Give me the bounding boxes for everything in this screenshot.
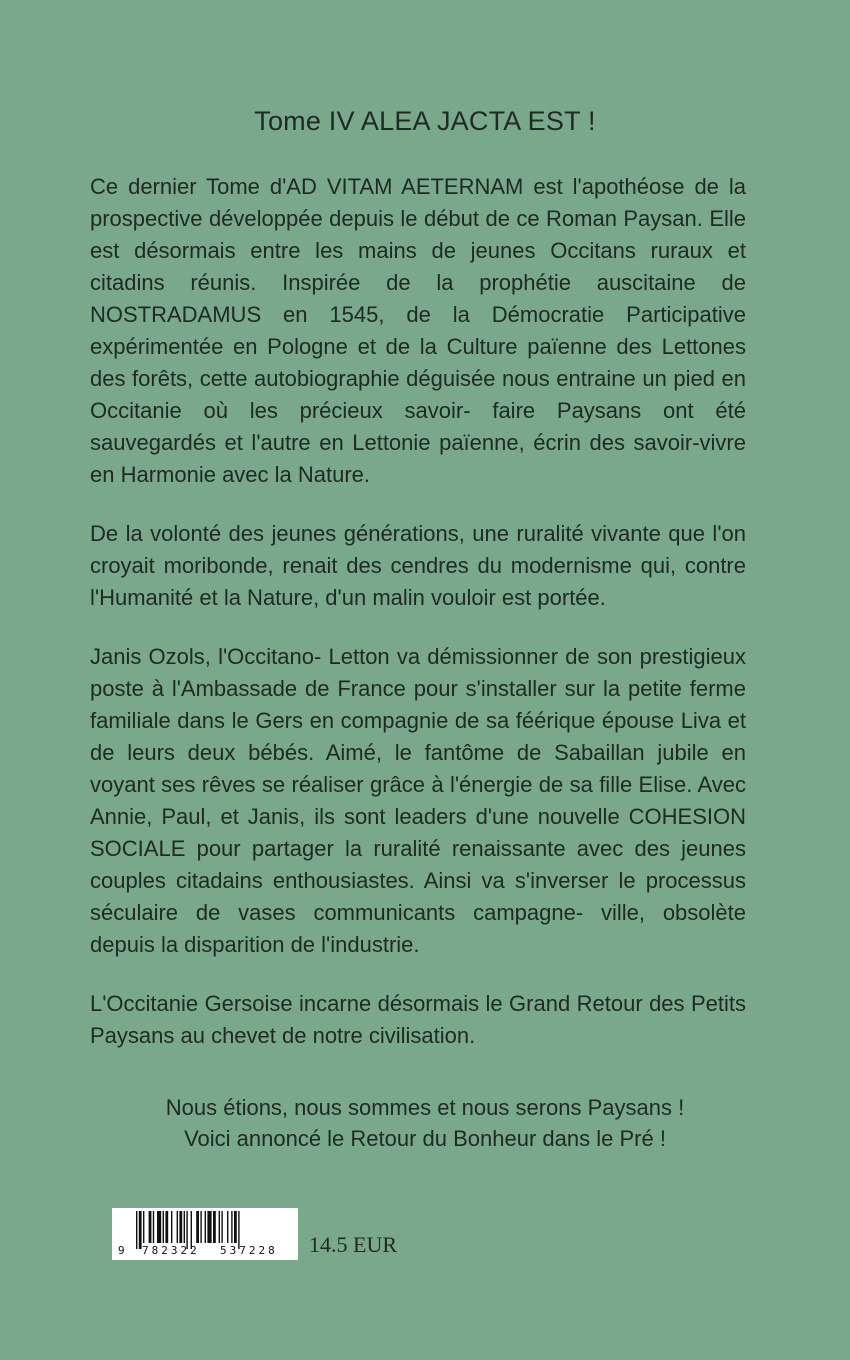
barcode-bar: [213, 1211, 216, 1243]
barcode-bar: [205, 1211, 206, 1243]
barcode-digits-left: 782322: [142, 1244, 200, 1257]
barcode-digits-right: 537228: [220, 1244, 278, 1257]
barcode-bar: [207, 1211, 211, 1243]
closing-line-1: Nous étions, nous sommes et nous serons Paysans !: [165, 1095, 685, 1120]
barcode-bar: [179, 1211, 182, 1243]
barcode-bar: [157, 1211, 161, 1243]
closing-lines: [0, 1092, 850, 1154]
price-label: 14.5 EUR: [309, 1232, 397, 1257]
barcode-digits: [112, 1244, 298, 1260]
barcode-bar: [221, 1211, 222, 1243]
barcode-bar: [227, 1211, 228, 1243]
blurb-paragraph-1: Ce dernier Tome d'AD VITAM AETERNAM est l'apothéose de la prospective développée depuis le début de ce Roman Paysan. Elle est désormais entre les mains de jeunes Occitans ruraux et citadins réunis. Inspirée de la prophétie auscitaine de NOSTRADAMUS en 1545, de la Démocratie Participative expérimentée en Pologne et de la Culture païenne des Lettones des forêts, cette autobiographie déguisée nous entraine un pied en Occitanie où les précieux savoir- faire Paysans ont été sauvegardés et l'autre en Lettonie païenne, écrin des savoir-vivre en Harmonie avec la Nature.: [90, 174, 746, 487]
barcode-bar: [153, 1211, 154, 1243]
barcode-bar: [231, 1211, 232, 1243]
cover-title: Tome IV ALEA JACTA EST !: [254, 106, 596, 136]
barcode-bar: [177, 1211, 178, 1243]
barcode-bar: [149, 1211, 152, 1243]
blurb-paragraph-4: L'Occitanie Gersoise incarne désormais le Grand Retour des Petits Paysans au chevet de notre civilisation.: [90, 991, 746, 1048]
blurb-paragraph-2: De la volonté des jeunes générations, une ruralité vivante que l'on croyait moribonde, renait des cendres du modernisme qui, contre l'Humanité et la Nature, d'un malin vouloir est portée.: [90, 521, 746, 610]
barcode-bar: [200, 1211, 201, 1243]
barcode-bar: [163, 1211, 164, 1243]
barcode-bar: [143, 1211, 144, 1243]
barcode-bar: [196, 1211, 199, 1243]
barcode-bar: [165, 1211, 168, 1243]
blurb: [90, 171, 746, 1079]
barcode-bar: [171, 1211, 172, 1243]
barcode-bar: [184, 1211, 185, 1243]
barcode-digit-first: 9: [118, 1244, 125, 1257]
closing-line-2: Voici annoncé le Retour du Bonheur dans le Pré !: [184, 1126, 666, 1151]
isbn-barcode: [112, 1208, 298, 1260]
blurb-paragraph-3: Janis Ozols, l'Occitano- Letton va démissionner de son prestigieux poste à l'Ambassade de France pour s'installer sur la petite ferme familiale dans le Gers en compagnie de sa féérique épouse Liva et de leurs deux bébés. Aimé, le fantôme de Sabaillan jubile en voyant ses rêves se réaliser grâce à l'énergie de sa fille Elise. Avec Annie, Paul, et Janis, ils sont leaders d'une nouvelle COHESION SOCIALE pour partager la ruralité renaissante avec des jeunes couples citadains enthousiastes. Ainsi va s'inverser le processus séculaire de vases communicants campagne- ville, obsolète depuis la disparition de l'industrie.: [90, 644, 746, 957]
barcode-bar: [234, 1211, 237, 1243]
barcode-bar: [219, 1211, 220, 1243]
